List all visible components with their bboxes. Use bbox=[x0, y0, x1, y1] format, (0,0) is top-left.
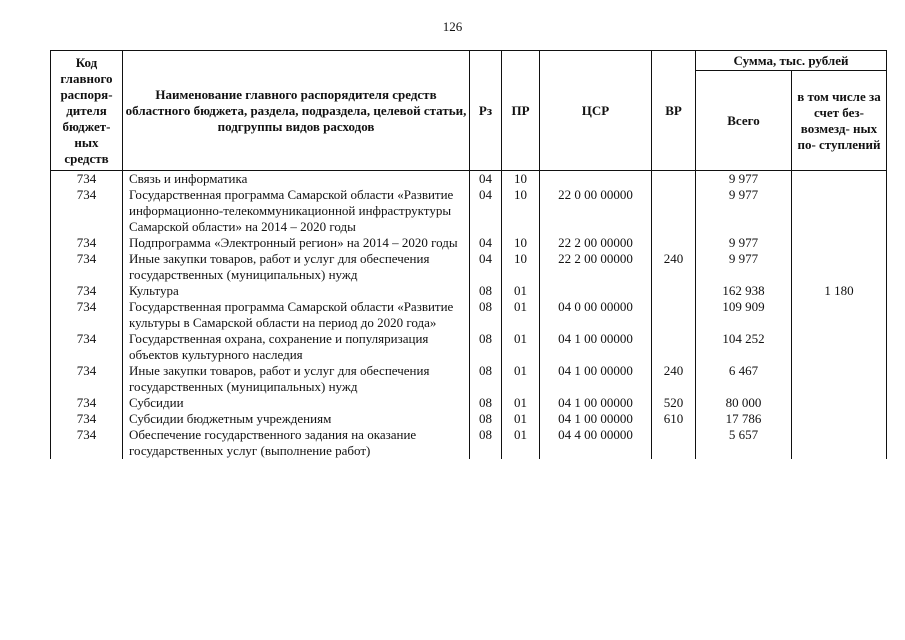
budget-table bbox=[50, 50, 887, 459]
cell-name: Культура bbox=[123, 283, 470, 299]
cell-total: 5 657 bbox=[696, 427, 792, 459]
cell-pr: 01 bbox=[502, 411, 540, 427]
cell-vr bbox=[652, 187, 696, 235]
cell-gratis bbox=[792, 411, 887, 427]
cell-name: Связь и информатика bbox=[123, 171, 470, 188]
cell-vr: 240 bbox=[652, 251, 696, 283]
cell-vr bbox=[652, 427, 696, 459]
cell-vr bbox=[652, 171, 696, 188]
header-pr: ПР bbox=[502, 51, 540, 171]
cell-name: Подпрограмма «Электронный регион» на 2014 – 2020 годы bbox=[123, 235, 470, 251]
cell-code: 734 bbox=[51, 235, 123, 251]
header-rz: Рз bbox=[470, 51, 502, 171]
cell-code: 734 bbox=[51, 171, 123, 188]
cell-code: 734 bbox=[51, 331, 123, 363]
cell-code: 734 bbox=[51, 363, 123, 395]
cell-csr: 04 4 00 00000 bbox=[540, 427, 652, 459]
cell-rz: 08 bbox=[470, 283, 502, 299]
cell-rz: 08 bbox=[470, 331, 502, 363]
cell-total: 104 252 bbox=[696, 331, 792, 363]
table-row bbox=[51, 251, 887, 283]
cell-name: Субсидии bbox=[123, 395, 470, 411]
cell-csr: 22 0 00 00000 bbox=[540, 187, 652, 235]
table-row bbox=[51, 395, 887, 411]
cell-csr bbox=[540, 171, 652, 188]
cell-total: 17 786 bbox=[696, 411, 792, 427]
cell-code: 734 bbox=[51, 411, 123, 427]
cell-csr: 22 2 00 00000 bbox=[540, 235, 652, 251]
cell-vr bbox=[652, 331, 696, 363]
cell-code: 734 bbox=[51, 395, 123, 411]
cell-pr: 10 bbox=[502, 235, 540, 251]
cell-rz: 08 bbox=[470, 299, 502, 331]
cell-vr: 240 bbox=[652, 363, 696, 395]
cell-rz: 08 bbox=[470, 363, 502, 395]
cell-code: 734 bbox=[51, 251, 123, 283]
cell-total: 9 977 bbox=[696, 235, 792, 251]
page-number: 126 bbox=[442, 19, 463, 34]
cell-total: 9 977 bbox=[696, 187, 792, 235]
table-row bbox=[51, 411, 887, 427]
table-row bbox=[51, 283, 887, 299]
cell-pr: 01 bbox=[502, 363, 540, 395]
cell-csr: 22 2 00 00000 bbox=[540, 251, 652, 283]
cell-name: Государственная охрана, сохранение и популяризация объектов культурного наследия bbox=[123, 331, 470, 363]
cell-pr: 10 bbox=[502, 187, 540, 235]
header-sum-group: Сумма, тыс. рублей bbox=[696, 51, 887, 71]
cell-vr bbox=[652, 283, 696, 299]
cell-code: 734 bbox=[51, 283, 123, 299]
cell-name: Иные закупки товаров, работ и услуг для обеспечения государственных (муниципальных) нужд bbox=[123, 363, 470, 395]
cell-name: Обеспечение государственного задания на оказание государственных услуг (выполнение работ) bbox=[123, 427, 470, 459]
cell-name: Субсидии бюджетным учреждениям bbox=[123, 411, 470, 427]
table-row bbox=[51, 427, 887, 459]
table-header bbox=[51, 51, 887, 171]
cell-total: 162 938 bbox=[696, 283, 792, 299]
cell-gratis bbox=[792, 299, 887, 331]
cell-rz: 08 bbox=[470, 427, 502, 459]
cell-vr: 610 bbox=[652, 411, 696, 427]
cell-total: 6 467 bbox=[696, 363, 792, 395]
cell-total: 9 977 bbox=[696, 171, 792, 188]
cell-csr: 04 0 00 00000 bbox=[540, 299, 652, 331]
cell-rz: 04 bbox=[470, 235, 502, 251]
cell-rz: 08 bbox=[470, 411, 502, 427]
cell-name: Государственная программа Самарской области «Развитие информационно-телекоммуникационной инфраструктуры Самарской области» на 2014 – 2020 годы bbox=[123, 187, 470, 235]
cell-pr: 01 bbox=[502, 331, 540, 363]
cell-total: 80 000 bbox=[696, 395, 792, 411]
table-row bbox=[51, 235, 887, 251]
cell-pr: 10 bbox=[502, 171, 540, 188]
header-name: Наименование главного распорядителя средств областного бюджета, раздела, подраздела, целевой статьи, подгруппы видов расходов bbox=[123, 51, 470, 171]
cell-gratis bbox=[792, 427, 887, 459]
header-csr: ЦСР bbox=[540, 51, 652, 171]
cell-total: 9 977 bbox=[696, 251, 792, 283]
cell-csr: 04 1 00 00000 bbox=[540, 411, 652, 427]
table-row bbox=[51, 331, 887, 363]
header-total: Всего bbox=[696, 71, 792, 171]
cell-gratis bbox=[792, 331, 887, 363]
cell-vr bbox=[652, 299, 696, 331]
cell-name: Иные закупки товаров, работ и услуг для обеспечения государственных (муниципальных) нужд bbox=[123, 251, 470, 283]
header-vr: ВР bbox=[652, 51, 696, 171]
cell-rz: 08 bbox=[470, 395, 502, 411]
cell-pr: 01 bbox=[502, 395, 540, 411]
cell-vr: 520 bbox=[652, 395, 696, 411]
cell-code: 734 bbox=[51, 299, 123, 331]
header-code: Код главного распоря- дителя бюджет- ных средств bbox=[51, 51, 123, 171]
table-body bbox=[51, 171, 887, 460]
cell-rz: 04 bbox=[470, 171, 502, 188]
cell-rz: 04 bbox=[470, 187, 502, 235]
cell-rz: 04 bbox=[470, 251, 502, 283]
table-row bbox=[51, 363, 887, 395]
cell-total: 109 909 bbox=[696, 299, 792, 331]
cell-gratis bbox=[792, 363, 887, 395]
cell-gratis bbox=[792, 395, 887, 411]
cell-csr: 04 1 00 00000 bbox=[540, 395, 652, 411]
cell-pr: 01 bbox=[502, 427, 540, 459]
cell-code: 734 bbox=[51, 427, 123, 459]
cell-gratis bbox=[792, 251, 887, 283]
cell-vr bbox=[652, 235, 696, 251]
cell-pr: 01 bbox=[502, 299, 540, 331]
table-row bbox=[51, 187, 887, 235]
cell-csr bbox=[540, 283, 652, 299]
cell-csr: 04 1 00 00000 bbox=[540, 363, 652, 395]
table-row bbox=[51, 171, 887, 188]
cell-gratis bbox=[792, 187, 887, 235]
cell-name: Государственная программа Самарской области «Развитие культуры в Самарской области на период до 2020 года» bbox=[123, 299, 470, 331]
cell-gratis: 1 180 bbox=[792, 283, 887, 299]
cell-csr: 04 1 00 00000 bbox=[540, 331, 652, 363]
cell-gratis bbox=[792, 171, 887, 188]
cell-gratis bbox=[792, 235, 887, 251]
cell-pr: 01 bbox=[502, 283, 540, 299]
header-gratis: в том числе за счет без- возмезд- ных по- ступлений bbox=[792, 71, 887, 171]
table-row bbox=[51, 299, 887, 331]
cell-pr: 10 bbox=[502, 251, 540, 283]
cell-code: 734 bbox=[51, 187, 123, 235]
